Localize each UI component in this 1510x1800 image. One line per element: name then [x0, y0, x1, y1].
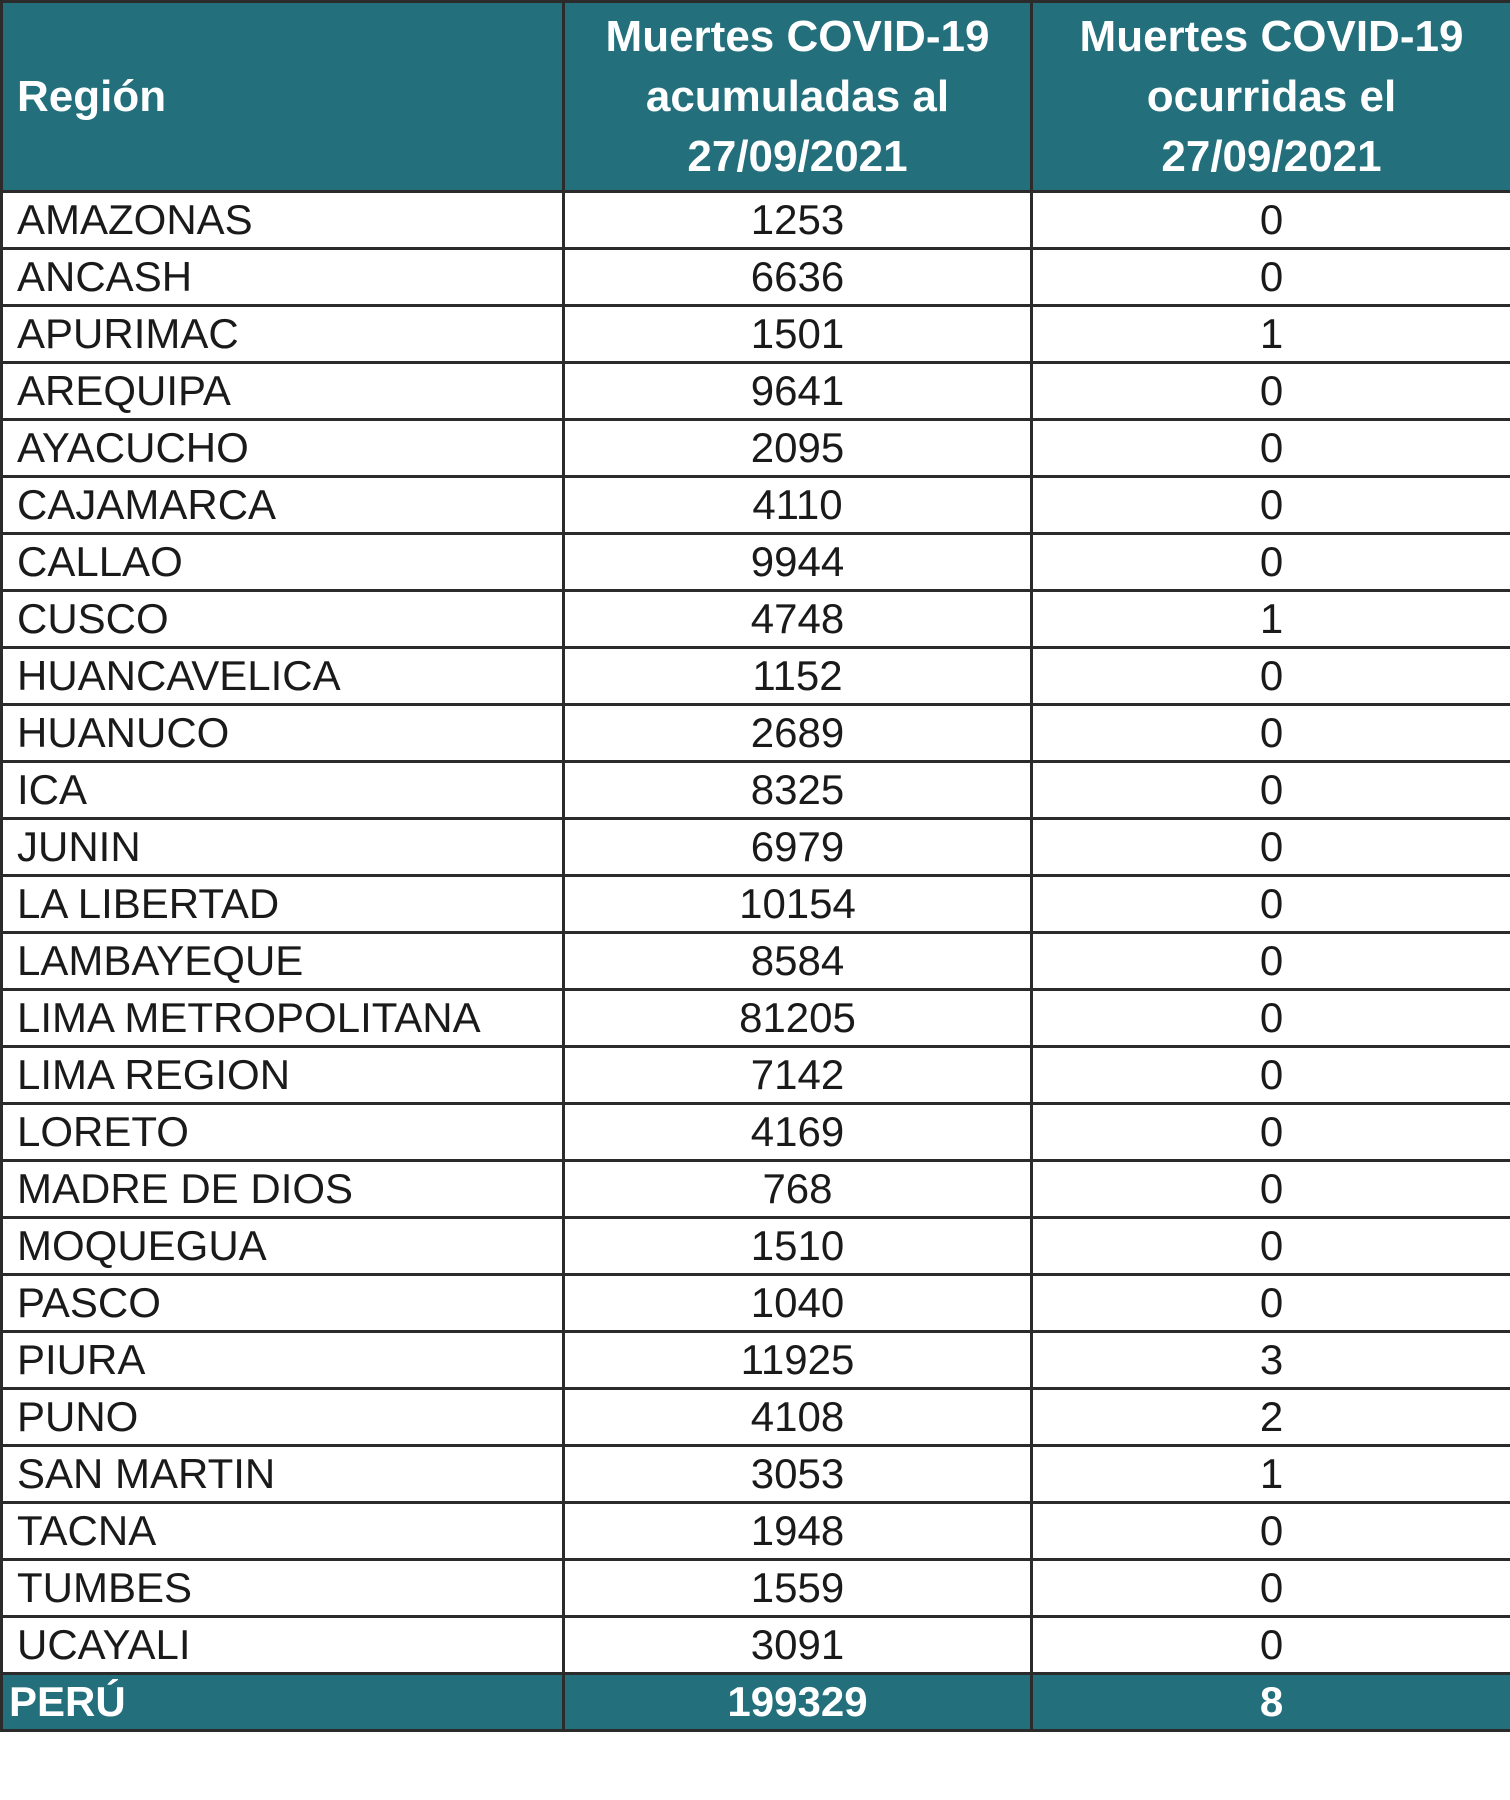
ocurridas-cell: 0: [1032, 1560, 1510, 1617]
acumuladas-cell: 9944: [564, 534, 1032, 591]
ocurridas-cell: 0: [1032, 1104, 1510, 1161]
header-line: Muertes COVID-19: [605, 11, 990, 61]
region-cell: AYACUCHO: [2, 420, 564, 477]
table-row: [2, 306, 1510, 363]
ocurridas-cell: 0: [1032, 762, 1510, 819]
table-row: [2, 1218, 1510, 1275]
table-row: [2, 933, 1510, 990]
acumuladas-cell: 10154: [564, 876, 1032, 933]
ocurridas-cell: 0: [1032, 933, 1510, 990]
region-cell: LA LIBERTAD: [2, 876, 564, 933]
header-line: ocurridas el: [1146, 71, 1397, 121]
acumuladas-cell: 1501: [564, 306, 1032, 363]
table-row: [2, 363, 1510, 420]
region-cell: LIMA REGION: [2, 1047, 564, 1104]
ocurridas-cell: 0: [1032, 363, 1510, 420]
region-cell: CUSCO: [2, 591, 564, 648]
ocurridas-cell: 0: [1032, 1275, 1510, 1332]
table-row: [2, 705, 1510, 762]
ocurridas-cell: 0: [1032, 420, 1510, 477]
region-cell: LIMA METROPOLITANA: [2, 990, 564, 1047]
acumuladas-cell: 2689: [564, 705, 1032, 762]
region-cell: UCAYALI: [2, 1617, 564, 1674]
table-row: [2, 1389, 1510, 1446]
ocurridas-cell: 0: [1032, 876, 1510, 933]
table-row: [2, 420, 1510, 477]
table-row: [2, 1617, 1510, 1674]
acumuladas-cell: 11925: [564, 1332, 1032, 1389]
column-header-ocurridas: [1032, 2, 1510, 192]
total-row: [2, 1674, 1510, 1731]
ocurridas-cell: 0: [1032, 477, 1510, 534]
ocurridas-cell: 3: [1032, 1332, 1510, 1389]
header-row: [2, 2, 1510, 192]
ocurridas-cell: 2: [1032, 1389, 1510, 1446]
region-cell: TUMBES: [2, 1560, 564, 1617]
table-row: [2, 1161, 1510, 1218]
ocurridas-cell: 0: [1032, 1218, 1510, 1275]
acumuladas-cell: 1152: [564, 648, 1032, 705]
ocurridas-cell: 0: [1032, 1617, 1510, 1674]
ocurridas-cell: 0: [1032, 819, 1510, 876]
region-cell: HUANCAVELICA: [2, 648, 564, 705]
table-footer: [2, 1674, 1510, 1731]
ocurridas-cell: 0: [1032, 534, 1510, 591]
table-row: [2, 1332, 1510, 1389]
table-row: [2, 990, 1510, 1047]
total-acumuladas-cell: 199329: [564, 1674, 1032, 1731]
acumuladas-cell: 1948: [564, 1503, 1032, 1560]
table-row: [2, 477, 1510, 534]
acumuladas-cell: 6636: [564, 249, 1032, 306]
ocurridas-cell: 0: [1032, 192, 1510, 249]
ocurridas-cell: 0: [1032, 1161, 1510, 1218]
acumuladas-cell: 3091: [564, 1617, 1032, 1674]
region-cell: APURIMAC: [2, 306, 564, 363]
region-cell: TACNA: [2, 1503, 564, 1560]
table-row: [2, 648, 1510, 705]
region-cell: AREQUIPA: [2, 363, 564, 420]
acumuladas-cell: 9641: [564, 363, 1032, 420]
table-header: [2, 2, 1510, 192]
region-cell: PASCO: [2, 1275, 564, 1332]
acumuladas-cell: 2095: [564, 420, 1032, 477]
header-line: 27/09/2021: [1161, 131, 1382, 181]
acumuladas-cell: 1040: [564, 1275, 1032, 1332]
ocurridas-cell: 1: [1032, 306, 1510, 363]
acumuladas-cell: 81205: [564, 990, 1032, 1047]
total-ocurridas-cell: 8: [1032, 1674, 1510, 1731]
region-cell: PUNO: [2, 1389, 564, 1446]
region-cell: LORETO: [2, 1104, 564, 1161]
region-cell: JUNIN: [2, 819, 564, 876]
column-header-region: Región: [2, 2, 564, 192]
table-row: [2, 591, 1510, 648]
table-row: [2, 534, 1510, 591]
acumuladas-cell: 4748: [564, 591, 1032, 648]
table-row: [2, 1104, 1510, 1161]
table-row: [2, 819, 1510, 876]
table-body: [2, 192, 1510, 1674]
ocurridas-cell: 0: [1032, 1503, 1510, 1560]
ocurridas-cell: 0: [1032, 990, 1510, 1047]
table-row: [2, 1446, 1510, 1503]
acumuladas-cell: 3053: [564, 1446, 1032, 1503]
acumuladas-cell: 8325: [564, 762, 1032, 819]
acumuladas-cell: 1559: [564, 1560, 1032, 1617]
region-cell: SAN MARTIN: [2, 1446, 564, 1503]
acumuladas-cell: 4108: [564, 1389, 1032, 1446]
region-cell: MOQUEGUA: [2, 1218, 564, 1275]
ocurridas-cell: 0: [1032, 648, 1510, 705]
table-row: [2, 1503, 1510, 1560]
ocurridas-cell: 0: [1032, 249, 1510, 306]
total-region-cell: PERÚ: [2, 1674, 564, 1731]
acumuladas-cell: 4169: [564, 1104, 1032, 1161]
ocurridas-cell: 1: [1032, 591, 1510, 648]
table-row: [2, 1275, 1510, 1332]
column-header-acumuladas: [564, 2, 1032, 192]
header-line: 27/09/2021: [687, 131, 908, 181]
table-row: [2, 876, 1510, 933]
region-cell: MADRE DE DIOS: [2, 1161, 564, 1218]
region-cell: ICA: [2, 762, 564, 819]
table-row: [2, 1560, 1510, 1617]
acumuladas-cell: 7142: [564, 1047, 1032, 1104]
acumuladas-cell: 8584: [564, 933, 1032, 990]
region-cell: HUANUCO: [2, 705, 564, 762]
region-cell: CALLAO: [2, 534, 564, 591]
table-row: [2, 762, 1510, 819]
acumuladas-cell: 4110: [564, 477, 1032, 534]
acumuladas-cell: 6979: [564, 819, 1032, 876]
header-line: acumuladas al: [645, 71, 950, 121]
acumuladas-cell: 768: [564, 1161, 1032, 1218]
region-cell: AMAZONAS: [2, 192, 564, 249]
acumuladas-cell: 1510: [564, 1218, 1032, 1275]
table-row: [2, 1047, 1510, 1104]
ocurridas-cell: 0: [1032, 1047, 1510, 1104]
ocurridas-cell: 1: [1032, 1446, 1510, 1503]
region-cell: LAMBAYEQUE: [2, 933, 564, 990]
header-line: Muertes COVID-19: [1079, 11, 1464, 61]
acumuladas-cell: 1253: [564, 192, 1032, 249]
table-row: [2, 192, 1510, 249]
ocurridas-cell: 0: [1032, 705, 1510, 762]
region-cell: PIURA: [2, 1332, 564, 1389]
table-row: [2, 249, 1510, 306]
region-cell: ANCASH: [2, 249, 564, 306]
region-cell: CAJAMARCA: [2, 477, 564, 534]
